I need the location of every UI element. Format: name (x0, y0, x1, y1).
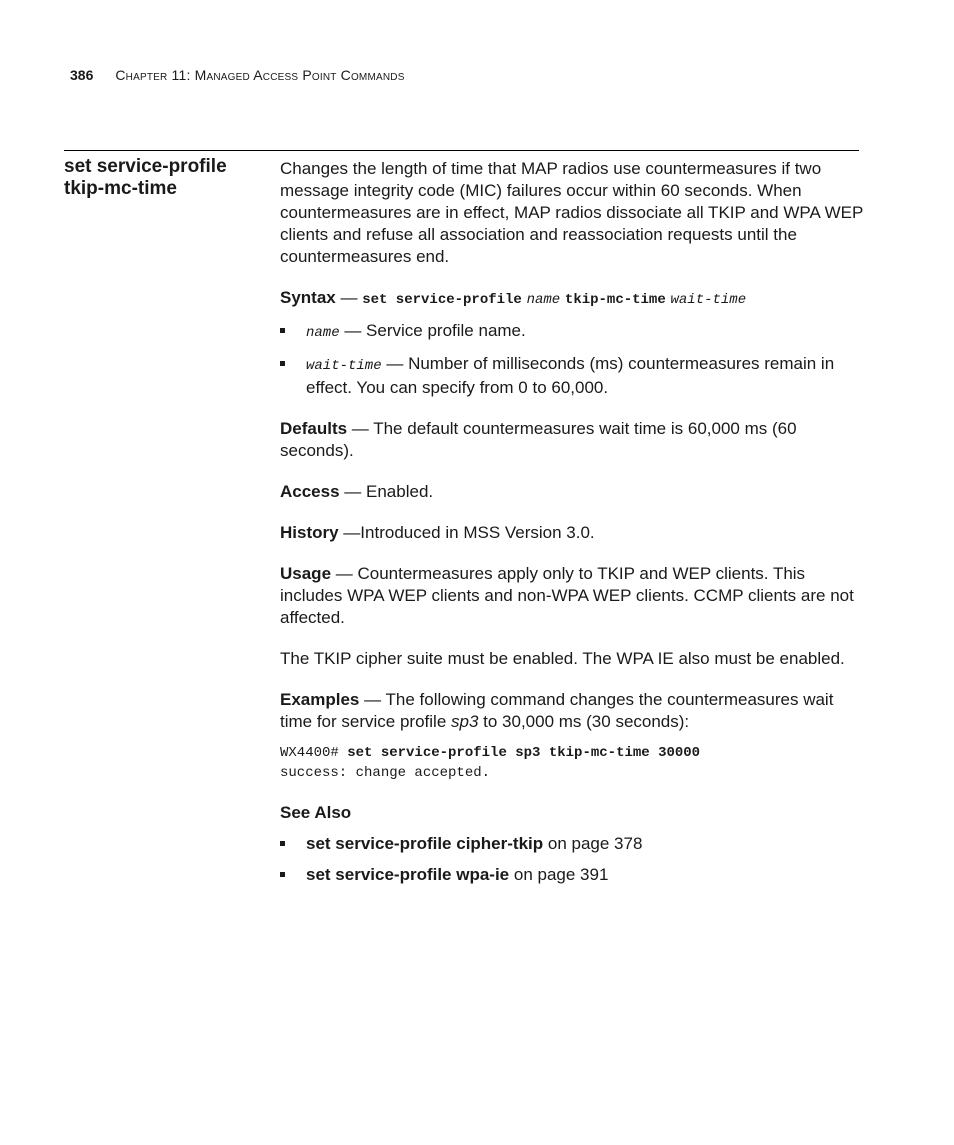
parameter-item (280, 320, 865, 344)
history-section (280, 522, 865, 544)
syntax-arg-name: name (526, 292, 561, 308)
command-heading (64, 156, 264, 200)
defaults-section (280, 418, 865, 462)
see-also-page-ref: on page 378 (543, 834, 643, 853)
usage-section (280, 563, 865, 629)
see-also-list (280, 833, 865, 886)
syntax-dash: — (335, 288, 363, 307)
command-body (280, 158, 865, 905)
access-section (280, 481, 865, 503)
see-also-link-wpa-ie[interactable]: set service-profile wpa-ie (306, 865, 510, 884)
syntax-label: Syntax (280, 288, 336, 307)
usage-label: Usage (280, 564, 332, 583)
see-also-link-cipher-tkip[interactable]: set service-profile cipher-tkip (306, 834, 544, 853)
syntax-command: set service-profile (362, 292, 522, 308)
examples-profile: sp3 (451, 712, 479, 731)
parameter-name: name (306, 325, 340, 341)
code-prompt: WX4400# (280, 745, 348, 761)
examples-text-before: — The following command changes the countermeasures wait time for service profile (280, 690, 834, 731)
parameter-description: — Service profile name. (339, 321, 526, 340)
code-output: success: change accepted. (280, 765, 491, 781)
command-heading-line2: tkip-mc-time (64, 178, 177, 199)
bullet-icon (280, 841, 285, 846)
see-also-heading: See Also (280, 803, 352, 822)
section-rule (64, 150, 859, 151)
defaults-text: — The default countermeasures wait time is 60,000 ms (60 seconds). (280, 419, 797, 460)
access-text: — Enabled. (339, 482, 434, 501)
examples-label: Examples (280, 690, 360, 709)
history-label: History (280, 523, 339, 542)
history-text: —Introduced in MSS Version 3.0. (338, 523, 595, 542)
syntax-arg-wait-time: wait-time (670, 292, 747, 308)
usage-note: The TKIP cipher suite must be enabled. The WPA IE also must be enabled. (280, 649, 845, 668)
example-code-block (280, 743, 865, 783)
parameter-item (280, 353, 865, 399)
examples-section (280, 689, 865, 733)
see-also-item (280, 833, 865, 855)
code-command: set service-profile sp3 tkip-mc-time 30000 (347, 745, 701, 761)
bullet-icon (280, 328, 285, 333)
description: Changes the length of time that MAP radios use countermeasures if two message integrity code (MIC) failures occur within 60 seconds. When countermeasures are in effect, MAP radios dissociate all TKIP and WPA WEP clients and refuse all association and reassociation requests until the countermeasures end. (280, 159, 864, 266)
parameter-name: wait-time (306, 358, 382, 374)
usage-text: — Countermeasures apply only to TKIP and WEP clients. This includes WPA WEP clients and non-WPA WEP clients. CCMP clients are not affected. (280, 564, 854, 627)
defaults-label: Defaults (280, 419, 348, 438)
examples-text-after: to 30,000 ms (30 seconds): (478, 712, 690, 731)
bullet-icon (280, 872, 285, 877)
chapter-title: Chapter 11: Managed Access Point Commands (115, 67, 405, 83)
parameter-list (280, 320, 865, 399)
bullet-icon (280, 361, 285, 366)
syntax-line (280, 287, 865, 311)
parameter-description: — Number of milliseconds (ms) countermeasures remain in effect. You can specify from 0 to 60,000. (306, 354, 835, 397)
access-label: Access (280, 482, 340, 501)
see-also-page-ref: on page 391 (509, 865, 609, 884)
running-header (70, 67, 405, 83)
see-also-item (280, 864, 865, 886)
command-heading-line1: set service-profile (64, 156, 227, 177)
syntax-keyword: tkip-mc-time (564, 292, 666, 308)
page-number: 386 (70, 67, 94, 83)
